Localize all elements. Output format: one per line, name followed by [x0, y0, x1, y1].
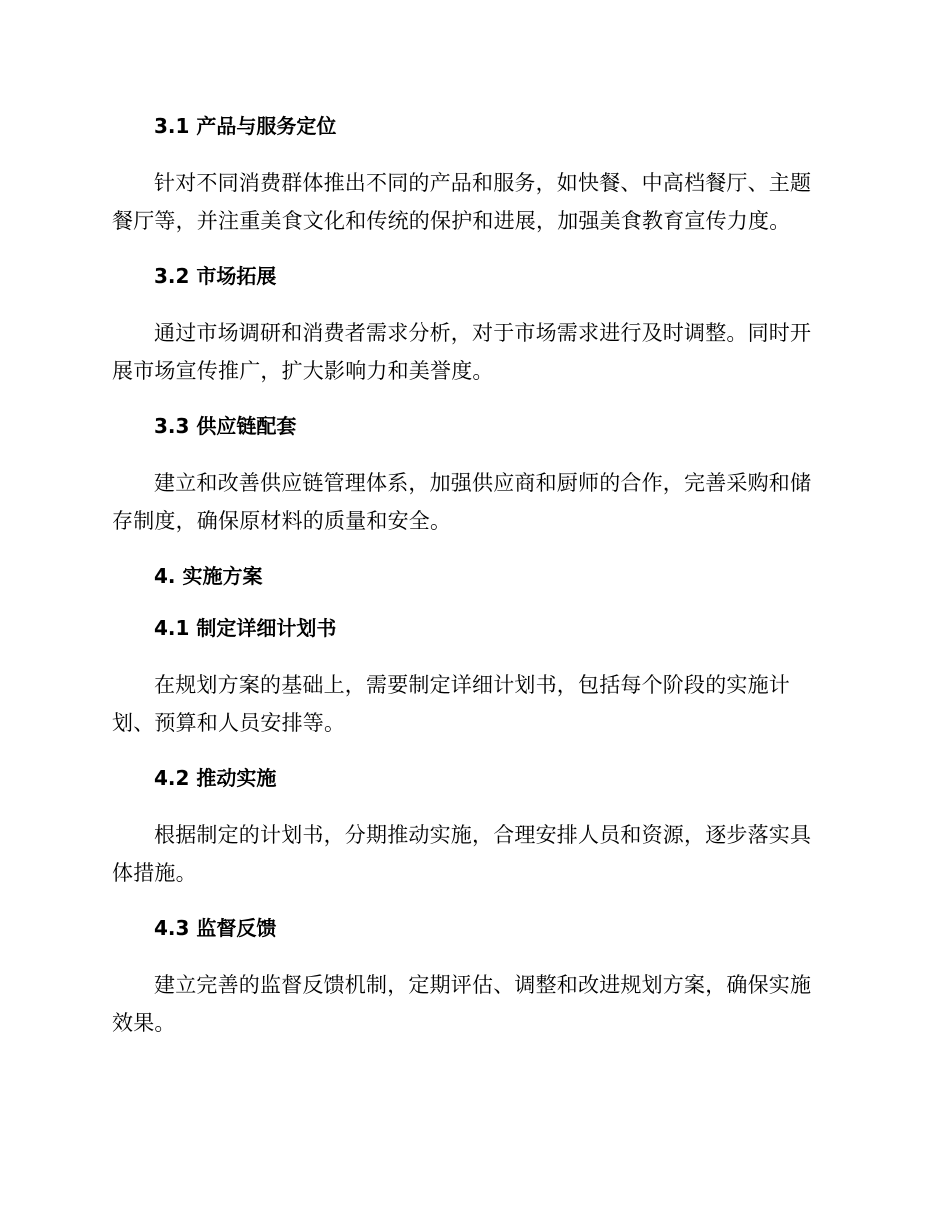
section-paragraph-3-1: 针对不同消费群体推出不同的产品和服务，如快餐、中高档餐厅、主题餐厅等，并注重美食文化和传统的保护和进展，加强美食教育宣传力度。: [112, 171, 812, 233]
section-heading-3-3: 3.3 供应链配套: [154, 414, 297, 438]
section-paragraph-4-1: 在规划方案的基础上，需要制定详细计划书，包括每个阶段的实施计划、预算和人员安排等。: [112, 673, 790, 735]
section-heading-4-1: 4.1 制定详细计划书: [154, 616, 337, 640]
section-heading-4: 4. 实施方案: [154, 564, 263, 588]
section-paragraph-4-2: 根据制定的计划书，分期推动实施，合理安排人员和资源，逐步落实具体措施。: [112, 823, 812, 885]
section-heading-3-2: 3.2 市场拓展: [154, 264, 277, 288]
section-heading-4-3: 4.3 监督反馈: [154, 916, 277, 940]
section-paragraph-3-3: 建立和改善供应链管理体系，加强供应商和厨师的合作，完善采购和储存制度，确保原材料的质量和安全。: [112, 471, 812, 533]
section-heading-4-2: 4.2 推动实施: [154, 766, 277, 790]
section-paragraph-3-2: 通过市场调研和消费者需求分析，对于市场需求进行及时调整。同时开展市场宣传推广，扩大影响力和美誉度。: [112, 321, 812, 383]
document-body: [112, 112, 832, 1042]
section-paragraph-4-3: 建立完善的监督反馈机制，定期评估、调整和改进规划方案，确保实施效果。: [112, 973, 812, 1035]
section-heading-3-1: 3.1 产品与服务定位: [154, 114, 337, 138]
